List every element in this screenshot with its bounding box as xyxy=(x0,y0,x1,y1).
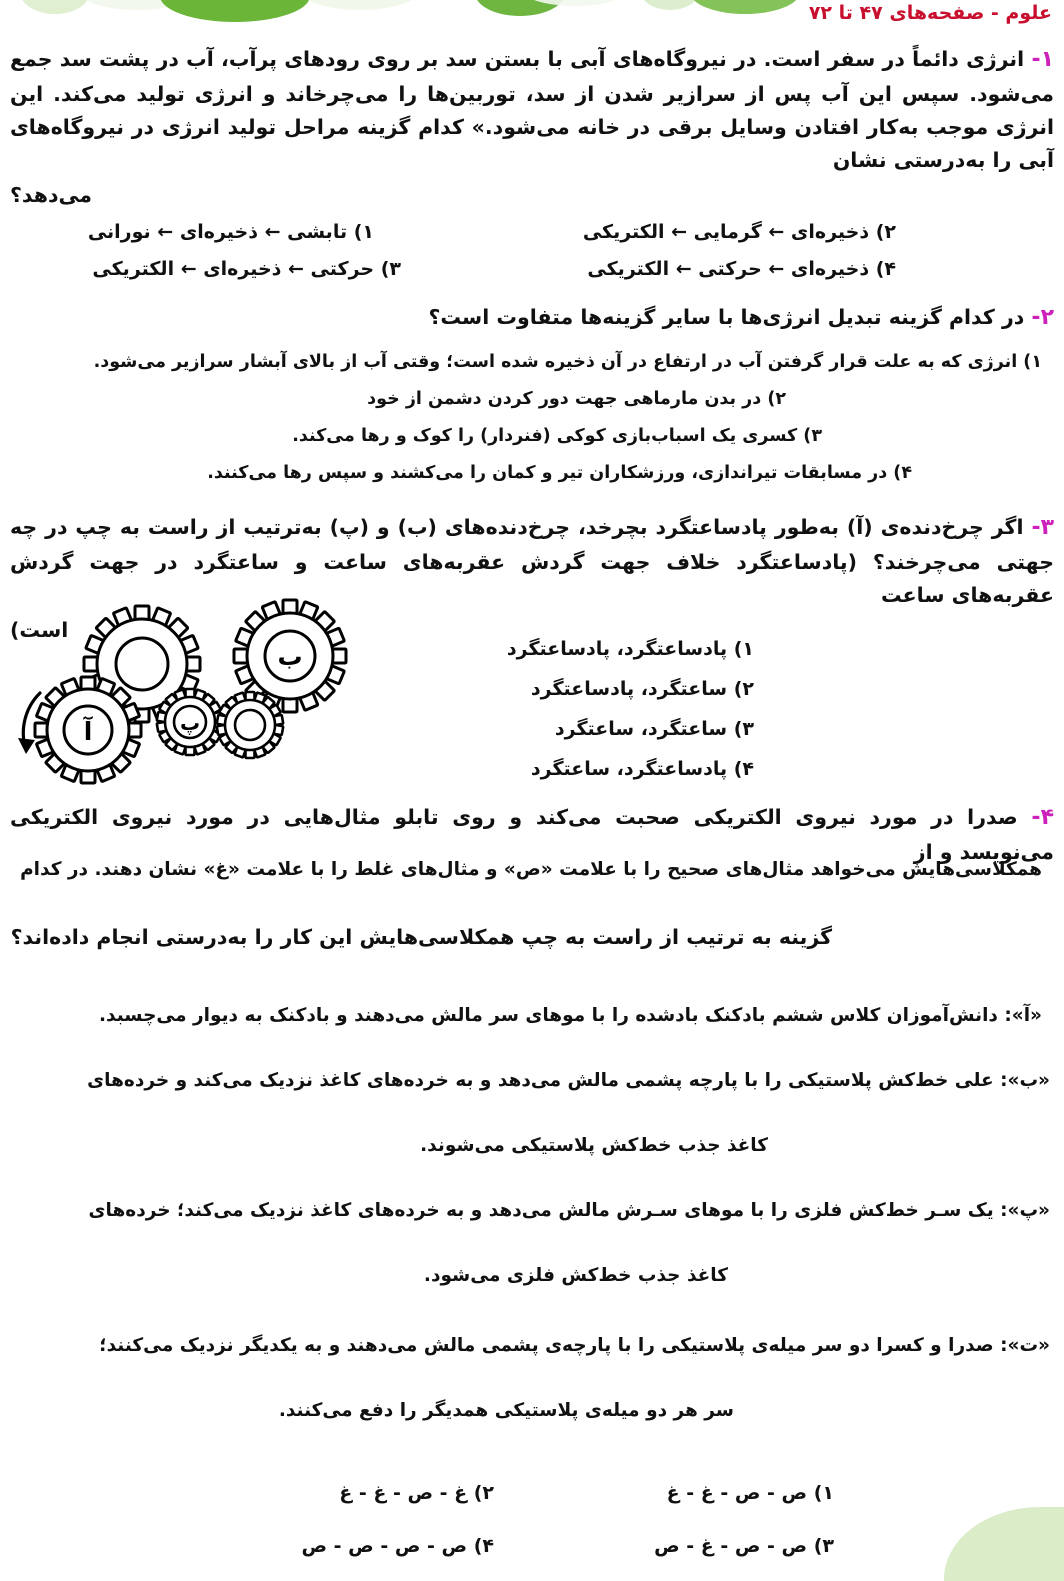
gear-label-alef: آ xyxy=(83,717,93,746)
leaf-shape-icon xyxy=(160,0,310,22)
bottom-right-decoration xyxy=(944,1507,1064,1581)
question-1-text: انرژی دائماً در سفر است. در نیروگاه‌های آبی با بستن سد بر روی رودهای پرآب، آب در پشت سد جمع می‌شود. سپس این آب پس از سرازیر شدن از سد، توربین‌ها را می‌چرخاند و انرژی تولید می‌کند. این انرژی موجب به‌کار افتادن وسایل برقی در خانه می‌شود.» کدام گزینه مراحل تولید انرژی در نیروگاه‌های آبی را به‌درستی نشان xyxy=(10,47,1054,173)
question-3-option-2[interactable]: ۲) ساعتگرد، پادساعتگرد xyxy=(530,678,754,700)
question-4-text-line3: گزینه به ترتیب از راست به چپ همکلاسی‌هایش این کار را به‌درستی انجام داده‌اند؟ xyxy=(10,925,832,949)
statement-ba-line2: کاغذ جذب خط‌کش پلاستیکی می‌شوند. xyxy=(420,1135,768,1156)
question-3-option-3[interactable]: ۳) ساعتگرد، ساعتگرد xyxy=(554,718,754,740)
statement-ba-line1: «ب»: علی خط‌کش پلاستیکی را با پارچه پشمی مالش می‌دهد و به خرده‌های کاغذ نزدیک می‌کند و خرده‌های xyxy=(87,1070,1050,1091)
statement-pe-line2: کاغذ جذب خط‌کش فلزی می‌شود. xyxy=(423,1265,728,1286)
gear-train-diagram xyxy=(14,588,374,788)
leaf-shape-icon xyxy=(300,0,420,10)
statement-te-line2: سر هر دو میله‌ی پلاستیکی همدیگر را دفع می‌کنند. xyxy=(278,1400,734,1421)
question-3-text: اگر چرخ‌دنده‌ی (آ) به‌طور پادساعتگرد بچرخد، چرخ‌دنده‌های (ب) و (پ) به‌ترتیب از راست به چپ در چه جهتی می‌چرخند؟ (پادساعتگرد خلاف جهت گردش عقربه‌های ساعت و ساعتگرد در جهت گردش عقربه‌های ساعت xyxy=(10,515,1054,607)
gear-train-svg xyxy=(14,588,374,788)
question-2-option-4[interactable]: ۴) در مسابقات تیراندازی، ورزشکاران تیر و کمان را می‌کشند و سپس رها می‌کنند. xyxy=(207,463,912,483)
statement-alef-line1: «آ»: دانش‌آموزان کلاس ششم بادکنک بادشده را با موهای سر مالش می‌دهند و بادکنک به دیوار می‌چسبد. xyxy=(98,1005,1042,1026)
gear-label-ba: ب xyxy=(277,642,303,671)
question-4-option-4[interactable]: ۴) ص - ص - ص - ص xyxy=(301,1535,494,1557)
question-2-option-2[interactable]: ۲) در بدن مارماهی جهت دور کردن دشمن از خود xyxy=(367,389,786,409)
question-3-number: ۳- xyxy=(1031,515,1055,540)
statement-te-line1: «ت»: صدرا و کسرا دو سر میله‌ی پلاستیکی را با پارچه‌ی پشمی مالش می‌دهند و به یکدیگر نزدیک می‌کنند؛ xyxy=(99,1335,1050,1356)
question-4-option-1[interactable]: ۱) ص - ص - غ - غ xyxy=(666,1482,834,1504)
gear-small-middle-labeled-pe xyxy=(157,689,224,755)
question-2 xyxy=(10,300,1054,336)
question-1-text-last: می‌دهد؟ xyxy=(10,183,92,208)
leaf-shape-icon xyxy=(640,0,700,10)
question-3-option-4[interactable]: ۴) پادساعتگرد، ساعتگرد xyxy=(530,758,754,780)
question-1-option-4[interactable]: ۴) ذخیره‌ای ← حرکتی ← الکتریکی xyxy=(587,258,896,280)
question-2-number: ۲- xyxy=(1031,305,1054,330)
gear-small-right xyxy=(217,692,284,758)
question-4-option-3[interactable]: ۳) ص - ص - غ - ص xyxy=(654,1535,834,1557)
question-2-option-3[interactable]: ۳) کسری یک اسباب‌بازی کوکی (فنردار) را کوک و رها می‌کند. xyxy=(292,426,822,446)
statement-pe-line1: «پ»: یک سـر خط‌کش فلزی را با موهای سـرش مالش می‌دهد و به خرده‌های کاغذ نزدیک می‌کند؛ خرده‌های xyxy=(88,1200,1050,1221)
page-title: علوم - صفحه‌های ۴۷ تا ۷۲ xyxy=(808,2,1052,24)
leaf-shape-icon xyxy=(20,0,90,14)
question-1-option-2[interactable]: ۲) ذخیره‌ای ← گرمایی ← الکتریکی xyxy=(582,221,896,243)
question-1-option-3[interactable]: ۳) حرکتی ← ذخیره‌ای ← الکتریکی xyxy=(92,258,401,280)
question-4-text-line2: همکلاسی‌هایش می‌خواهد مثال‌های صحیح را با علامت «ص» و مثال‌های غلط را با علامت «غ» نشان دهند. در کدام xyxy=(20,859,1042,880)
question-4-text-line1: صدرا در مورد نیروی الکتریکی صحبت می‌کند و روی تابلو مثال‌هایی در مورد نیروی الکتریکی می‌نویسد و از xyxy=(10,805,1054,864)
question-2-option-1[interactable]: ۱) انرژی که به علت قرار گرفتن آب در ارتفاع در آن ذخیره شده است؛ وقتی آب از بالای آبشار سرازیر می‌شود. xyxy=(93,352,1042,372)
question-4-number: ۴- xyxy=(1031,805,1054,830)
question-1-option-1[interactable]: ۱) تابشی ← ذخیره‌ای ← نورانی xyxy=(87,221,374,243)
question-1 xyxy=(10,42,1054,212)
gear-bottom-left-labeled-alef xyxy=(35,677,141,783)
leaf-shape-icon xyxy=(475,0,565,16)
leaf-shape-icon xyxy=(78,0,198,10)
question-3-option-1[interactable]: ۱) پادساعتگرد، پادساعتگرد xyxy=(506,638,754,660)
leaf-shape-icon xyxy=(690,0,800,14)
question-2-text: در کدام گزینه تبدیل انرژی‌ها با سایر گزینه‌ها متفاوت است؟ xyxy=(428,305,1025,329)
gear-label-pe: پ xyxy=(179,711,201,735)
question-1-number: ۱- xyxy=(1031,47,1055,72)
question-4-option-2[interactable]: ۲) غ - ص - غ - غ xyxy=(339,1482,494,1504)
leaf-shape-icon xyxy=(520,0,630,6)
question-3-text-last: است) xyxy=(10,618,69,643)
